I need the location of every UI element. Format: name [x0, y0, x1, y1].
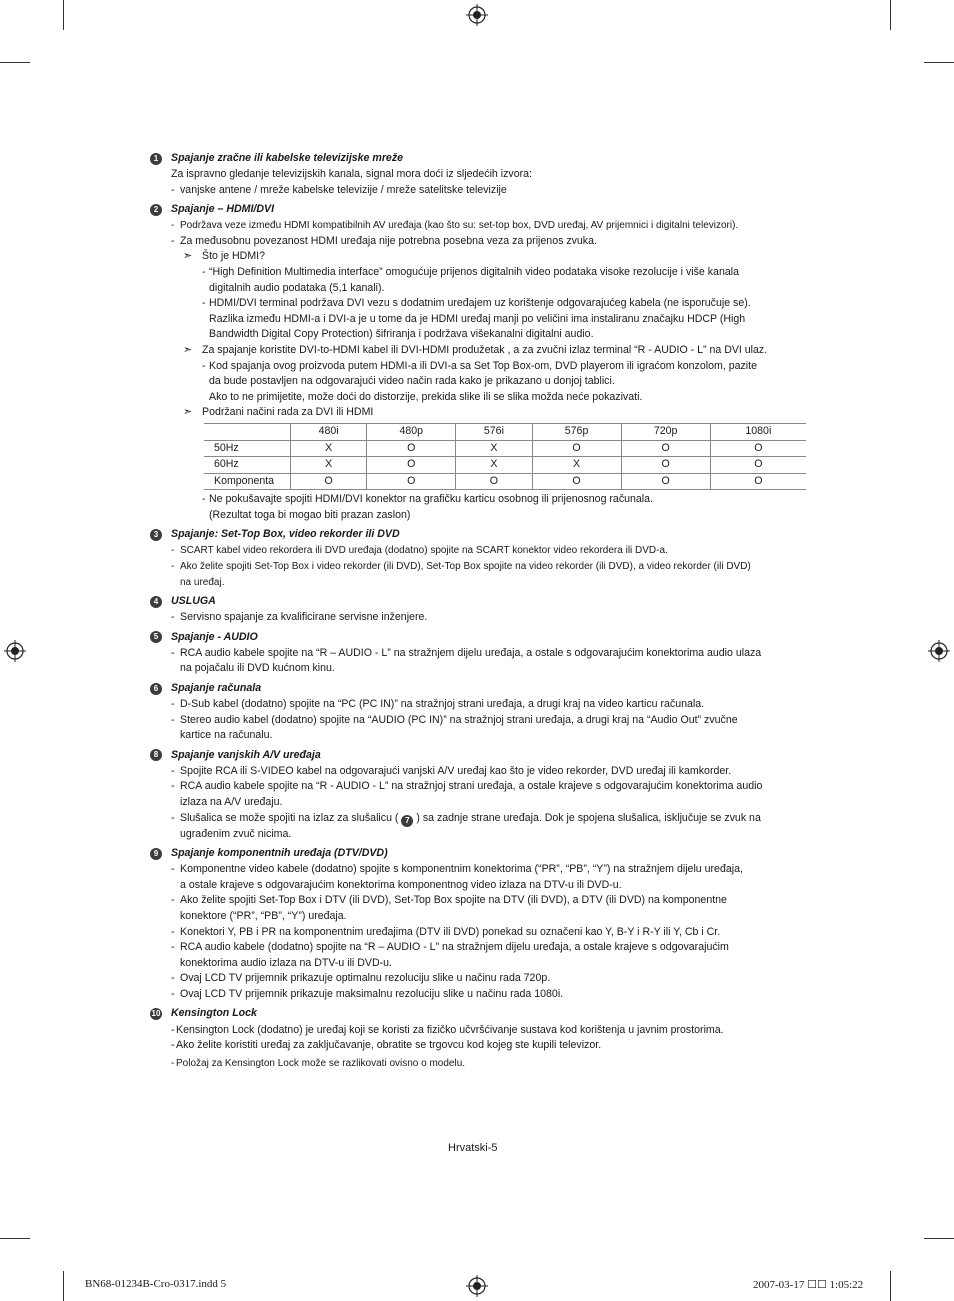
list-item: Ovaj LCD TV prijemnik prikazuje optimalnu rezoluciju slike u načinu rada 720p.: [180, 972, 551, 985]
list-item-continuation: izlaza na A/V uređaju.: [180, 796, 283, 808]
table-cell: O: [291, 473, 367, 490]
section-number-icon: 5: [150, 631, 162, 643]
table-cell: O: [532, 440, 621, 457]
list-item-continuation: kartice na računalu.: [180, 729, 273, 742]
list-item: Ovaj LCD TV prijemnik prikazuje maksimalnu rezoluciju slike u načinu rada 1080i.: [180, 987, 564, 1000]
table-header-cell: 576i: [456, 423, 532, 440]
list-item: Za međusobnu povezanost HDMI uređaja nije potrebna posebna veza za prijenos zvuka.: [180, 234, 597, 247]
section-number-icon: 10: [151, 1009, 161, 1019]
registration-mark-icon: [466, 1275, 488, 1297]
section-audio: 5 Spajanje - AUDIO - RCA audio kabele spojite na “R – AUDIO - L” na stražnjem dijelu uređaja, a ostale s odgovarajućim konektorima audio ulaza na pojačalu ili DVD kućnom kinu.: [150, 630, 810, 677]
note-sub-text: Razlika između HDMI-a i DVI-a je u tome da je HDMI uređaj manji po veličini ima instaliranu značajku HDCP (High: [209, 312, 746, 325]
table-header-row: [204, 423, 806, 440]
table-cell: O: [532, 473, 621, 490]
list-item: SCART kabel video rekordera ili DVD uređaja (dodatno) spojite na SCART konektor video rekordera ili DVD-a.: [180, 545, 668, 557]
registration-mark-icon: [4, 640, 26, 662]
crop-mark: [890, 0, 891, 30]
table-header-cell: 720p: [621, 423, 710, 440]
note-sub-text: Kod spajanja ovog proizvoda putem HDMI-a ili DVI-a sa Set Top Box-om, DVD playerom ili igraćom konzolom, pazite: [209, 359, 757, 372]
section-title: Spajanje računala: [171, 681, 262, 694]
note-sub-text: (Rezultat toga bi mogao biti prazan zaslon): [209, 508, 411, 521]
section-title: Spajanje - AUDIO: [171, 630, 258, 643]
list-item: Položaj za Kensington Lock može se razlikovati ovisno o modelu.: [176, 1057, 466, 1069]
table-header-cell: 1080i: [710, 423, 806, 440]
list-item: D-Sub kabel (dodatno) spojite na “PC (PC IN)” na stražnjoj strani uređaja, a drugi kraj na video karticu računala.: [180, 698, 705, 711]
table-cell: O: [621, 457, 710, 474]
section-pc: 6 Spajanje računala - D-Sub kabel (dodatno) spojite na “PC (PC IN)” na stražnjoj strani uređaja, a drugi kraj na video karticu računala. - Stereo audio kabel (dodatno) spojite na “AUDIO (PC IN)” na stražnjoj strani uređaja, a drugi kraj na “Audio Out” zvučne kartice na računalu.: [150, 681, 810, 744]
note-sub-text: Bandwidth Digital Copy Protection) šifriranja i podržava višekanalni digitalni audio.: [209, 328, 594, 341]
list-item: Komponentne video kabele (dodatno) spojite s komponentnim konektorima (“PR”, “PB”, “Y”) na stražnjem dijelu uređaja,: [180, 863, 743, 876]
list-item-continuation: konektorima audio izlaza na DTV-u ili DVD-u.: [180, 956, 392, 969]
section-title: Spajanje zračne ili kabelske televizijske mreže: [171, 151, 404, 164]
footer-timestamp: 2007-03-17 ☐☐ 1:05:22: [753, 1279, 864, 1291]
list-item: Ako želite spojiti Set-Top Box i video rekorder (ili DVD), Set-Top Box spojite na video rekorder (ili DVD), a video rekorder (ili DVD): [180, 561, 751, 573]
reference-number-icon: 7: [401, 815, 413, 827]
table-cell: 60Hz: [204, 457, 291, 474]
table-row: [204, 457, 806, 474]
paragraph: Za ispravno gledanje televizijskih kanala, signal mora doći iz sljedećih izvora:: [171, 168, 532, 180]
section-kensington: 10 Kensington Lock - Kensington Lock (dodatno) je uređaj koji se koristi za fizičko učvršćivanje sustava kod korištenja u javnim prostorima. - Ako želite koristiti uređaj za zaključavanje, obratite se trgovcu kod kojeg ste kupili televizor. - Položaj za Kensington Lock može se razlikovati ovisno o modelu.: [151, 1007, 724, 1069]
list-item: RCA audio kabele spojite na “R - AUDIO - L” na stražnjoj strani uređaja, a ostale krajeve s odgovarajućim konektorima audio: [180, 780, 763, 793]
list-item: Stereo audio kabel (dodatno) spojite na “AUDIO (PC IN)” na stražnjoj strani uređaja, a drugi kraj na “Audio Out” zvučne: [180, 713, 738, 726]
list-item-continuation: na pojačalu ili DVD kućnom kinu.: [180, 662, 335, 675]
arrow-note-icon: ➣: [183, 250, 193, 263]
note-sub-text: digitalnih audio podataka (5,1 kanali).: [209, 281, 385, 294]
arrow-note-icon: ➣: [183, 406, 193, 419]
page-number: Hrvatski-5: [448, 1142, 498, 1154]
list-item: Spojite RCA ili S-VIDEO kabel na odgovarajući vanjski A/V uređaj kao što je video rekorder, DVD uređaj ili kamkorder.: [180, 764, 732, 777]
list-item: Podržava veze između HDMI kompatibilnih AV uređaja (kao što su: set-top box, DVD uređaj, AV prijemnici i digitalni televizori).: [180, 220, 739, 232]
list-item-continuation: na uređaj.: [180, 576, 225, 588]
section-number-icon: 6: [150, 683, 162, 695]
table-cell: Komponenta: [204, 473, 291, 490]
table-cell: O: [621, 440, 710, 457]
section-number-icon: 4: [150, 596, 162, 608]
list-item: RCA audio kabele spojite na “R – AUDIO - L” na stražnjem dijelu uređaja, a ostale s odgovarajućim konektorima audio ulaza: [180, 646, 762, 659]
list-item: vanjske antene / mreže kabelske televizije / mreže satelitske televizije: [180, 183, 507, 196]
list-item-continuation: ugrađenim zvuč nicima.: [180, 827, 292, 840]
registration-mark-icon: [928, 640, 950, 662]
table-cell: O: [367, 457, 456, 474]
crop-mark: [63, 1271, 64, 1301]
table-cell: O: [710, 457, 806, 474]
section-component: 9 Spajanje komponentnih uređaja (DTV/DVD) - Komponentne video kabele (dodatno) spojite s komponentnim konektorima (“PR”, “PB”, “Y”) na stražnjem dijelu uređaja, a ostale krajeve s odgovarajućim konektorima komponentnog video izlaza na DTV-u ili DVD-u. - Ako želite spojiti Set-Top Box i DTV (ili DVD), Set-Top Box spojite na DTV (ili DVD), a DTV (ili DVD) na komponentne konektore (“PR”, “PB”, “Y”) uređaja. - Konektori Y, PB i PR na komponentnim uređajima (DTV ili DVD) ponekad su označeni kao Y, B-Y i R-Y ili Y, Cb i Cr. - RCA audio kabele (dodatno) spojite na “R – AUDIO - L” na stražnjem dijelu uređaja, a ostale krajeve s odgovarajućim konektorima audio izlaza na DTV-u ili DVD-u. - Ovaj LCD TV prijemnik prikazuje optimalnu rezoluciju slike u načinu rada 720p. - Ovaj LCD TV prijemnik prikazuje maksimalnu rezoluciju slike u načinu rada 1080i.: [150, 846, 810, 1002]
section-number-icon: 2: [150, 204, 162, 216]
note-sub-text: da bude postavljen na odgovarajući video način rada kako je prikazano u donjoj tablici.: [209, 375, 615, 388]
manual-content: [150, 151, 810, 1074]
registration-mark-icon: [466, 4, 488, 26]
table-row: [204, 473, 806, 490]
list-item: Kensington Lock (dodatno) je uređaj koji se koristi za fizičko učvršćivanje sustava kod korištenja u javnim prostorima.: [176, 1023, 724, 1036]
note-sub-text: “High Definition Multimedia interface” omogućuje prijenos digitalnih video podataka visoke rezolucije i više kanala: [209, 265, 739, 278]
table-cell: X: [291, 457, 367, 474]
table-cell: X: [456, 440, 532, 457]
table-cell: O: [621, 473, 710, 490]
list-item: Slušalica se može spojiti na izlaz za slušalicu (: [180, 811, 399, 824]
table-cell: X: [532, 457, 621, 474]
table-cell: 50Hz: [204, 440, 291, 457]
section-title: USLUGA: [171, 594, 216, 607]
section-service: 4 USLUGA - Servisno spajanje za kvalificirane servisne inženjere.: [150, 594, 810, 626]
section-set-top-box: 3 Spajanje: Set-Top Box, video rekorder ili DVD - SCART kabel video rekordera ili DVD uređaja (dodatno) spojite na SCART konektor video rekordera ili DVD-a. - Ako želite spojiti Set-Top Box i video rekorder (ili DVD), Set-Top Box spojite na video rekorder (ili DVD), a video rekorder (ili DVD) na uređaj.: [150, 527, 810, 590]
section-number-icon: 1: [150, 153, 162, 165]
note-sub-text: Ako to ne primijetite, može doći do distorzije, prekida slike ili se slika možda neće pokazivati.: [209, 390, 643, 403]
note-text: Što je HDMI?: [202, 250, 265, 263]
crop-mark: [890, 1271, 891, 1301]
section-title: Spajanje – HDMI/DVI: [171, 202, 275, 215]
crop-mark: [0, 62, 30, 63]
section-number-icon: 3: [150, 529, 162, 541]
table-cell: O: [367, 440, 456, 457]
list-item: RCA audio kabele (dodatno) spojite na “R – AUDIO - L” na stražnjem dijelu uređaja, a ostale krajeve s odgovarajućim: [180, 941, 729, 954]
table-cell: O: [710, 440, 806, 457]
table-row: [204, 440, 806, 457]
table-cell: O: [456, 473, 532, 490]
section-antenna: 1 Spajanje zračne ili kabelske televizijske mreže Za ispravno gledanje televizijskih kanala, signal mora doći iz sljedećih izvora: - vanjske antene / mreže kabelske televizije / mreže satelitske televizije: [150, 151, 810, 198]
table-cell: O: [367, 473, 456, 490]
crop-mark: [63, 0, 64, 30]
table-header-cell: 480i: [291, 423, 367, 440]
list-item: ) sa zadnje strane uređaja. Dok je spojena slušalica, isključuje se zvuk na: [416, 811, 761, 824]
section-external-av: 8 Spajanje vanjskih A/V uređaja - Spojite RCA ili S-VIDEO kabel na odgovarajući vanjski A/V uređaj kao što je video rekorder, DVD uređaj ili kamkorder. - RCA audio kabele spojite na “R - AUDIO - L” na stražnjoj strani uređaja, a ostale krajeve s odgovarajućim konektorima audio izlaza na A/V uređaju. - Slušalica se može spojiti na izlaz za slušalicu ( 7 ) sa zadnje strane uređaja. Dok je spojena slušalica, isključuje se zvuk na ugrađenim zvuč nicima.: [150, 748, 810, 842]
footer-filename: BN68-01234B-Cro-0317.indd 5: [85, 1278, 227, 1290]
section-number-icon: 8: [150, 749, 162, 761]
table-header-cell: [204, 423, 291, 440]
table-cell: X: [291, 440, 367, 457]
list-item-continuation: a ostale krajeve s odgovarajućim konektorima komponentnog video izlaza na DTV-u ili DVD-u.: [180, 878, 622, 891]
crop-mark: [924, 1238, 954, 1239]
dvi-modes-table: [204, 423, 806, 490]
list-item: Ako želite koristiti uređaj za zaključavanje, obratite se trgovcu kod kojeg ste kupili televizor.: [176, 1039, 602, 1052]
list-item: Servisno spajanje za kvalificirane servisne inženjere.: [180, 611, 428, 624]
section-title: Spajanje: Set-Top Box, video rekorder ili DVD: [171, 528, 400, 541]
crop-mark: [924, 62, 954, 63]
list-item: Ako želite spojiti Set-Top Box i DTV (ili DVD), Set-Top Box spojite na DTV (ili DVD), a DTV (ili DVD) na komponentne: [180, 894, 727, 907]
note-text: Za spajanje koristite DVI-to-HDMI kabel ili DVI-HDMI produžetak , a za zvučni izlaz terminal “R - AUDIO - L” na DVI ulaz.: [202, 343, 768, 356]
list-item: Konektori Y, PB i PR na komponentnim uređajima (DTV ili DVD) ponekad su označeni kao Y, B-Y i R-Y ili Y, Cb i Cr.: [180, 925, 721, 938]
section-title: Kensington Lock: [171, 1007, 257, 1020]
table-cell: O: [710, 473, 806, 490]
section-title: Spajanje vanjskih A/V uređaja: [171, 748, 321, 761]
table-header-cell: 576p: [532, 423, 621, 440]
list-item-continuation: konektore (“PR”, “PB”, “Y”) uređaja.: [180, 909, 347, 922]
arrow-note-icon: ➣: [183, 343, 193, 356]
table-header-cell: 480p: [367, 423, 456, 440]
note-sub-text: HDMI/DVI terminal podržava DVI vezu s dodatnim uređajem uz korištenje odgovarajućeg kabela (ne isporučuje se).: [209, 297, 751, 310]
section-title: Spajanje komponentnih uređaja (DTV/DVD): [171, 846, 388, 859]
note-text: Podržani načini rada za DVI ili HDMI: [202, 406, 374, 419]
crop-mark: [0, 1238, 30, 1239]
table-cell: X: [456, 457, 532, 474]
note-sub-text: Ne pokušavajte spojiti HDMI/DVI konektor na grafičku karticu osobnog ili prijenosnog računala.: [209, 493, 653, 506]
section-hdmi-dvi: 2 Spajanje – HDMI/DVI - Podržava veze između HDMI kompatibilnih AV uređaja (kao što su: set-top box, DVD uređaj, AV prijemnici i digitalni televizori). - Za međusobnu povezanost HDMI uređaja nije potrebna posebna veza za prijenos zvuka. ➣ Što je HDMI? - “High Definition Multimedia interface” omogućuje prijenos digitalnih video podataka visoke rezolucije i više kanala digitalnih audio podataka (5,1 kanali). - HDMI/DVI terminal podržava DVI vezu s dodatnim uređajem uz korištenje odgovarajućeg kabela (ne isporučuje se). Razlika između HDMI-a i DVI-a je u tome da je HDMI uređaj manji po veličini ima instaliranu značajku HDCP (High Bandwidth Digital Copy Protection) šifriranja i podržava višekanalni digitalni audio. ➣ Za spajanje koristite DVI-to-HDMI kabel ili DVI-HDMI produžetak , a za zvučni izlaz terminal “R - AUDIO - L” na DVI ulaz. - Kod spajanja ovog proizvoda putem HDMI-a ili DVI-a sa Set Top Box-om, DVD playerom ili igraćom konzolom, pazite da bude postavljen na odgovarajući video način rada kako je prikazano u donjoj tablici. Ako to ne primijetite, može doći do distorzije, prekida slike ili se slika možda neće pokazivati. ➣ Podržani načini rada za DVI ili HDMI 480i 480p 576i 576p 720p 1080i 50Hz X O X O O O 60Hz X O X X O O Komponenta O O O O O O - Ne pokušavajte spojiti HDMI/DVI konektor na grafičku karticu osobnog ili prijenosnog računala. (Rezultat toga bi mogao biti prazan zaslon): [150, 202, 810, 523]
section-number-icon: 9: [150, 848, 162, 860]
